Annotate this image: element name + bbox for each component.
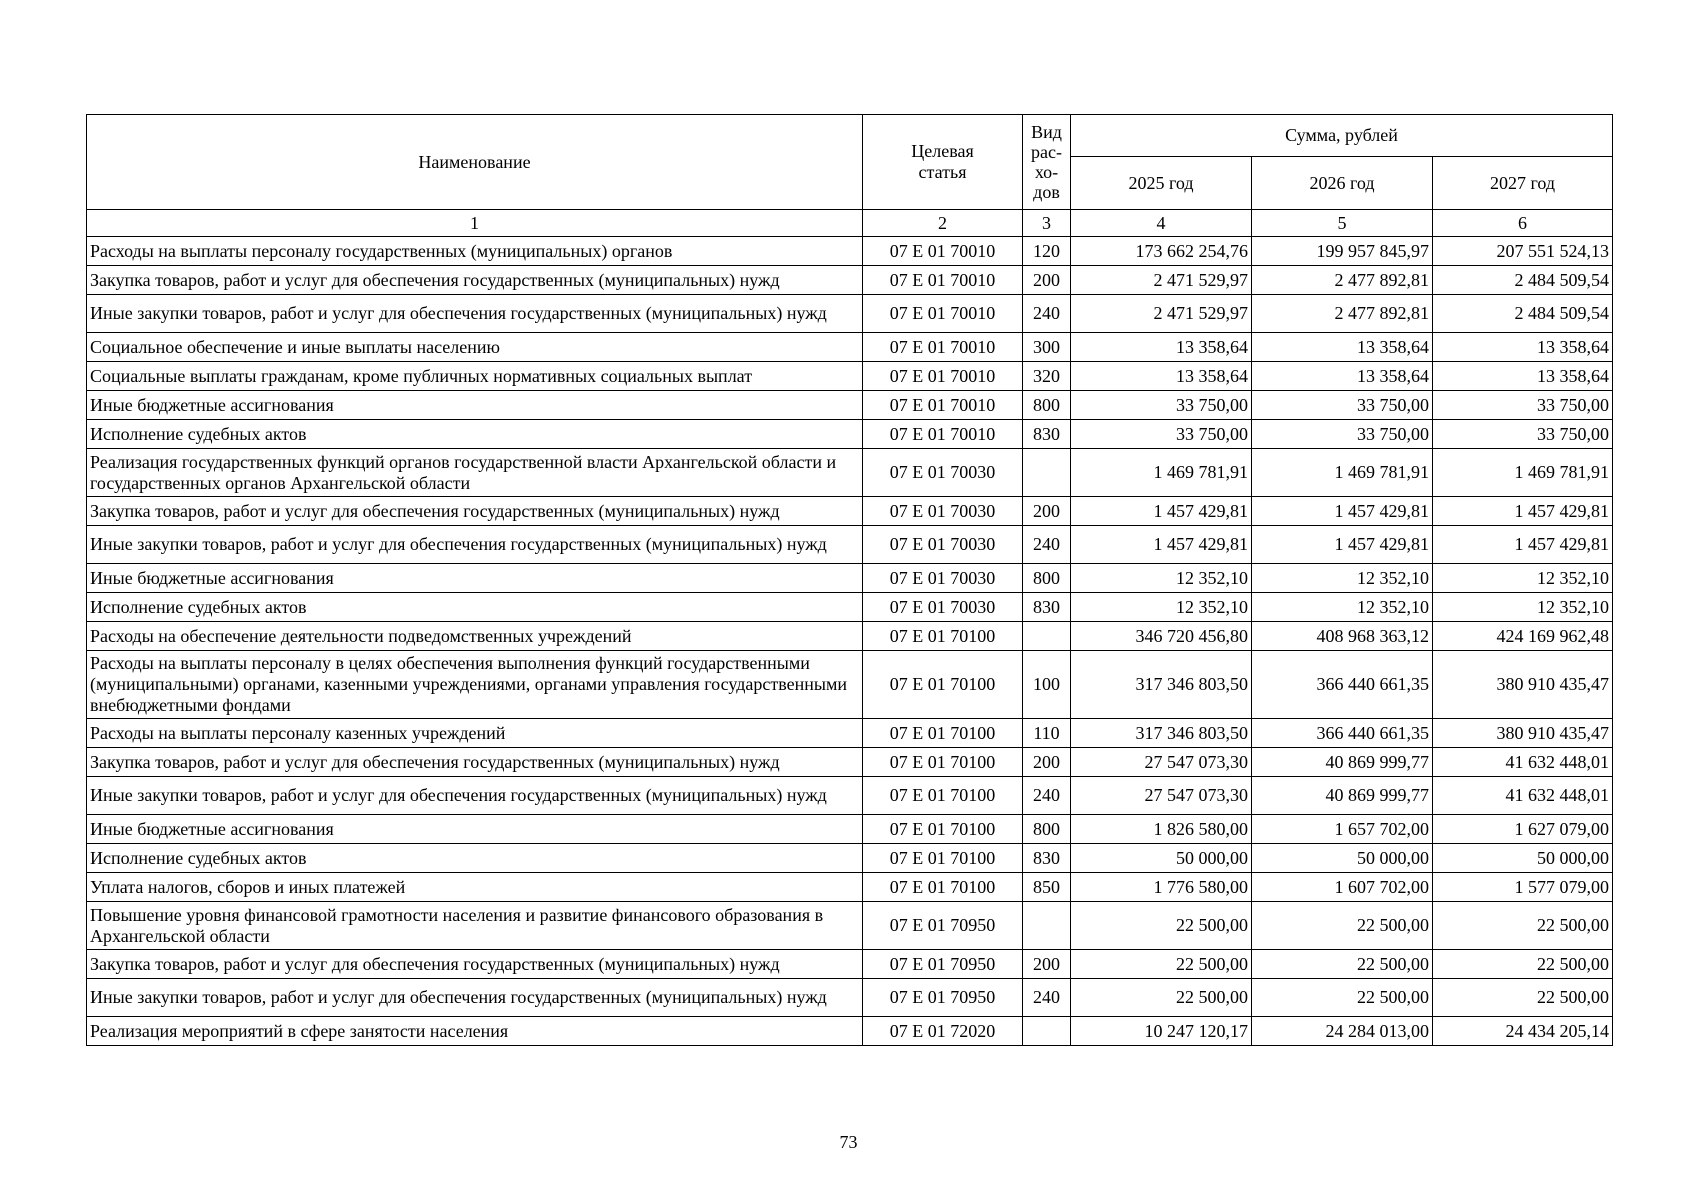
row-name: Иные закупки товаров, работ и услуг для обеспечения государственных (муниципальных) нужд (87, 777, 863, 815)
row-target-article: 07 Е 01 70010 (863, 237, 1023, 266)
row-amount-2025: 346 720 456,80 (1071, 622, 1252, 651)
table-row (87, 362, 1613, 391)
table-row (87, 1017, 1613, 1046)
row-amount-2025: 22 500,00 (1071, 950, 1252, 979)
row-amount-2025: 13 358,64 (1071, 333, 1252, 362)
row-amount-2026: 2 477 892,81 (1252, 295, 1433, 333)
row-amount-2026: 50 000,00 (1252, 844, 1433, 873)
row-target-article: 07 Е 01 70010 (863, 295, 1023, 333)
row-target-article: 07 Е 01 70100 (863, 844, 1023, 873)
row-amount-2027: 2 484 509,54 (1433, 266, 1613, 295)
row-expense-type: 800 (1023, 391, 1071, 420)
row-expense-type: 200 (1023, 950, 1071, 979)
table-row (87, 449, 1613, 497)
row-amount-2027: 1 457 429,81 (1433, 497, 1613, 526)
row-amount-2025: 317 346 803,50 (1071, 719, 1252, 748)
row-amount-2025: 12 352,10 (1071, 593, 1252, 622)
header-type-line1: Вид (1031, 122, 1062, 142)
row-amount-2026: 199 957 845,97 (1252, 237, 1433, 266)
column-number: 5 (1252, 210, 1433, 237)
header-target-line2: статья (918, 162, 967, 182)
row-amount-2027: 13 358,64 (1433, 333, 1613, 362)
table-row (87, 844, 1613, 873)
row-target-article: 07 Е 01 70030 (863, 449, 1023, 497)
row-target-article: 07 Е 01 70010 (863, 333, 1023, 362)
row-amount-2027: 12 352,10 (1433, 564, 1613, 593)
row-amount-2027: 33 750,00 (1433, 391, 1613, 420)
row-amount-2025: 1 826 580,00 (1071, 815, 1252, 844)
row-expense-type: 240 (1023, 526, 1071, 564)
row-amount-2027: 1 469 781,91 (1433, 449, 1613, 497)
row-amount-2025: 50 000,00 (1071, 844, 1252, 873)
row-name: Иные бюджетные ассигнования (87, 391, 863, 420)
table-row (87, 902, 1613, 950)
row-expense-type (1023, 449, 1071, 497)
row-expense-type: 240 (1023, 979, 1071, 1017)
row-target-article: 07 Е 01 70100 (863, 651, 1023, 719)
row-amount-2026: 33 750,00 (1252, 391, 1433, 420)
row-amount-2027: 424 169 962,48 (1433, 622, 1613, 651)
row-target-article: 07 Е 01 70100 (863, 873, 1023, 902)
row-amount-2027: 24 434 205,14 (1433, 1017, 1613, 1046)
row-name: Закупка товаров, работ и услуг для обеспечения государственных (муниципальных) нужд (87, 497, 863, 526)
row-name: Исполнение судебных актов (87, 420, 863, 449)
row-target-article: 07 Е 01 70030 (863, 564, 1023, 593)
table-row (87, 622, 1613, 651)
row-amount-2027: 22 500,00 (1433, 950, 1613, 979)
row-amount-2026: 2 477 892,81 (1252, 266, 1433, 295)
row-target-article: 07 Е 01 72020 (863, 1017, 1023, 1046)
row-target-article: 07 Е 01 70030 (863, 526, 1023, 564)
table-row (87, 295, 1613, 333)
row-expense-type: 240 (1023, 777, 1071, 815)
row-amount-2027: 41 632 448,01 (1433, 777, 1613, 815)
row-amount-2026: 408 968 363,12 (1252, 622, 1433, 651)
table-row (87, 526, 1613, 564)
row-target-article: 07 Е 01 70100 (863, 815, 1023, 844)
row-name: Иные бюджетные ассигнования (87, 564, 863, 593)
row-amount-2025: 12 352,10 (1071, 564, 1252, 593)
row-amount-2026: 40 869 999,77 (1252, 748, 1433, 777)
row-amount-2025: 1 469 781,91 (1071, 449, 1252, 497)
table-row (87, 333, 1613, 362)
table-row (87, 391, 1613, 420)
row-expense-type: 200 (1023, 497, 1071, 526)
table-row (87, 593, 1613, 622)
row-amount-2026: 1 607 702,00 (1252, 873, 1433, 902)
row-amount-2026: 33 750,00 (1252, 420, 1433, 449)
row-amount-2026: 22 500,00 (1252, 902, 1433, 950)
row-expense-type: 830 (1023, 844, 1071, 873)
row-expense-type: 200 (1023, 748, 1071, 777)
row-amount-2026: 13 358,64 (1252, 362, 1433, 391)
row-amount-2026: 22 500,00 (1252, 979, 1433, 1017)
row-expense-type (1023, 902, 1071, 950)
row-name: Закупка товаров, работ и услуг для обеспечения государственных (муниципальных) нужд (87, 748, 863, 777)
table-row (87, 651, 1613, 719)
header-target-line1: Целевая (911, 141, 974, 161)
row-name: Реализация государственных функций органов государственной власти Архангельской области и государственных органов Архангельской области (87, 449, 863, 497)
row-target-article: 07 Е 01 70100 (863, 748, 1023, 777)
row-amount-2025: 2 471 529,97 (1071, 295, 1252, 333)
row-expense-type: 800 (1023, 815, 1071, 844)
row-name: Реализация мероприятий в сфере занятости населения (87, 1017, 863, 1046)
row-target-article: 07 Е 01 70030 (863, 593, 1023, 622)
row-expense-type: 100 (1023, 651, 1071, 719)
header-year-2027: 2027 год (1433, 157, 1613, 210)
row-amount-2025: 1 457 429,81 (1071, 526, 1252, 564)
row-amount-2025: 2 471 529,97 (1071, 266, 1252, 295)
row-amount-2025: 1 776 580,00 (1071, 873, 1252, 902)
row-amount-2025: 173 662 254,76 (1071, 237, 1252, 266)
row-target-article: 07 Е 01 70010 (863, 362, 1023, 391)
row-amount-2027: 1 627 079,00 (1433, 815, 1613, 844)
row-amount-2026: 12 352,10 (1252, 593, 1433, 622)
row-target-article: 07 Е 01 70010 (863, 420, 1023, 449)
row-amount-2025: 22 500,00 (1071, 979, 1252, 1017)
row-expense-type: 300 (1023, 333, 1071, 362)
header-type-line3: хо- (1034, 162, 1059, 182)
row-amount-2025: 27 547 073,30 (1071, 748, 1252, 777)
row-amount-2026: 1 657 702,00 (1252, 815, 1433, 844)
row-amount-2027: 41 632 448,01 (1433, 748, 1613, 777)
row-name: Иные закупки товаров, работ и услуг для обеспечения государственных (муниципальных) нужд (87, 526, 863, 564)
table-row (87, 719, 1613, 748)
row-expense-type: 830 (1023, 420, 1071, 449)
row-amount-2027: 207 551 524,13 (1433, 237, 1613, 266)
row-expense-type: 120 (1023, 237, 1071, 266)
row-expense-type (1023, 1017, 1071, 1046)
row-amount-2026: 40 869 999,77 (1252, 777, 1433, 815)
table-row (87, 777, 1613, 815)
row-name: Исполнение судебных актов (87, 844, 863, 873)
row-amount-2025: 13 358,64 (1071, 362, 1252, 391)
column-number: 1 (87, 210, 863, 237)
row-name: Уплата налогов, сборов и иных платежей (87, 873, 863, 902)
row-name: Повышение уровня финансовой грамотности населения и развитие финансового образования в Архангельской области (87, 902, 863, 950)
row-amount-2025: 27 547 073,30 (1071, 777, 1252, 815)
row-amount-2027: 380 910 435,47 (1433, 651, 1613, 719)
table-row (87, 748, 1613, 777)
row-target-article: 07 Е 01 70010 (863, 266, 1023, 295)
page-number: 73 (839, 1132, 858, 1152)
table-row (87, 266, 1613, 295)
column-number: 3 (1023, 210, 1071, 237)
row-amount-2026: 366 440 661,35 (1252, 719, 1433, 748)
row-expense-type: 830 (1023, 593, 1071, 622)
table-row (87, 420, 1613, 449)
row-amount-2026: 22 500,00 (1252, 950, 1433, 979)
row-target-article: 07 Е 01 70100 (863, 622, 1023, 651)
column-number: 6 (1433, 210, 1613, 237)
row-name: Иные закупки товаров, работ и услуг для обеспечения государственных (муниципальных) нужд (87, 295, 863, 333)
row-name: Расходы на выплаты персоналу казенных учреждений (87, 719, 863, 748)
header-target-article (863, 115, 1023, 210)
row-amount-2027: 22 500,00 (1433, 979, 1613, 1017)
table-row (87, 979, 1613, 1017)
column-number-row (87, 210, 1613, 237)
column-number: 4 (1071, 210, 1252, 237)
row-amount-2027: 50 000,00 (1433, 844, 1613, 873)
row-expense-type: 200 (1023, 266, 1071, 295)
header-row (87, 115, 1613, 157)
row-amount-2026: 24 284 013,00 (1252, 1017, 1433, 1046)
row-amount-2025: 22 500,00 (1071, 902, 1252, 950)
row-amount-2027: 12 352,10 (1433, 593, 1613, 622)
table-row (87, 237, 1613, 266)
table-row (87, 497, 1613, 526)
header-type-line2: рас- (1031, 142, 1062, 162)
row-target-article: 07 Е 01 70950 (863, 902, 1023, 950)
row-expense-type (1023, 622, 1071, 651)
row-target-article: 07 Е 01 70100 (863, 719, 1023, 748)
row-name: Закупка товаров, работ и услуг для обеспечения государственных (муниципальных) нужд (87, 266, 863, 295)
row-target-article: 07 Е 01 70010 (863, 391, 1023, 420)
row-amount-2026: 12 352,10 (1252, 564, 1433, 593)
row-name: Социальное обеспечение и иные выплаты населению (87, 333, 863, 362)
row-amount-2026: 366 440 661,35 (1252, 651, 1433, 719)
row-expense-type: 110 (1023, 719, 1071, 748)
row-target-article: 07 Е 01 70950 (863, 979, 1023, 1017)
row-amount-2026: 1 457 429,81 (1252, 526, 1433, 564)
row-name: Социальные выплаты гражданам, кроме публичных нормативных социальных выплат (87, 362, 863, 391)
row-amount-2027: 1 577 079,00 (1433, 873, 1613, 902)
row-target-article: 07 Е 01 70100 (863, 777, 1023, 815)
table-row (87, 873, 1613, 902)
row-amount-2026: 1 457 429,81 (1252, 497, 1433, 526)
row-name: Расходы на выплаты персоналу в целях обеспечения выполнения функций государственными (муниципальными) органами, казенными учреждениями, органами управления государственными внебюджетными фондами (87, 651, 863, 719)
column-number: 2 (863, 210, 1023, 237)
row-amount-2026: 13 358,64 (1252, 333, 1433, 362)
row-amount-2025: 33 750,00 (1071, 420, 1252, 449)
header-sum: Сумма, рублей (1071, 115, 1613, 157)
header-expense-type (1023, 115, 1071, 210)
row-amount-2025: 1 457 429,81 (1071, 497, 1252, 526)
row-name: Иные закупки товаров, работ и услуг для обеспечения государственных (муниципальных) нужд (87, 979, 863, 1017)
row-amount-2025: 317 346 803,50 (1071, 651, 1252, 719)
row-amount-2027: 2 484 509,54 (1433, 295, 1613, 333)
row-expense-type: 800 (1023, 564, 1071, 593)
row-amount-2027: 1 457 429,81 (1433, 526, 1613, 564)
row-expense-type: 320 (1023, 362, 1071, 391)
row-target-article: 07 Е 01 70950 (863, 950, 1023, 979)
row-name: Иные бюджетные ассигнования (87, 815, 863, 844)
row-target-article: 07 Е 01 70030 (863, 497, 1023, 526)
header-type-line4: дов (1033, 182, 1060, 202)
table-row (87, 950, 1613, 979)
table-row (87, 564, 1613, 593)
row-expense-type: 240 (1023, 295, 1071, 333)
budget-table (86, 114, 1613, 1046)
row-amount-2026: 1 469 781,91 (1252, 449, 1433, 497)
row-name: Исполнение судебных актов (87, 593, 863, 622)
row-amount-2027: 13 358,64 (1433, 362, 1613, 391)
row-name: Закупка товаров, работ и услуг для обеспечения государственных (муниципальных) нужд (87, 950, 863, 979)
row-name: Расходы на выплаты персоналу государственных (муниципальных) органов (87, 237, 863, 266)
row-amount-2027: 33 750,00 (1433, 420, 1613, 449)
table-row (87, 815, 1613, 844)
header-year-2026: 2026 год (1252, 157, 1433, 210)
row-name: Расходы на обеспечение деятельности подведомственных учреждений (87, 622, 863, 651)
header-year-2025: 2025 год (1071, 157, 1252, 210)
header-name: Наименование (87, 115, 863, 210)
row-amount-2025: 33 750,00 (1071, 391, 1252, 420)
row-amount-2027: 380 910 435,47 (1433, 719, 1613, 748)
row-expense-type: 850 (1023, 873, 1071, 902)
row-amount-2027: 22 500,00 (1433, 902, 1613, 950)
row-amount-2025: 10 247 120,17 (1071, 1017, 1252, 1046)
